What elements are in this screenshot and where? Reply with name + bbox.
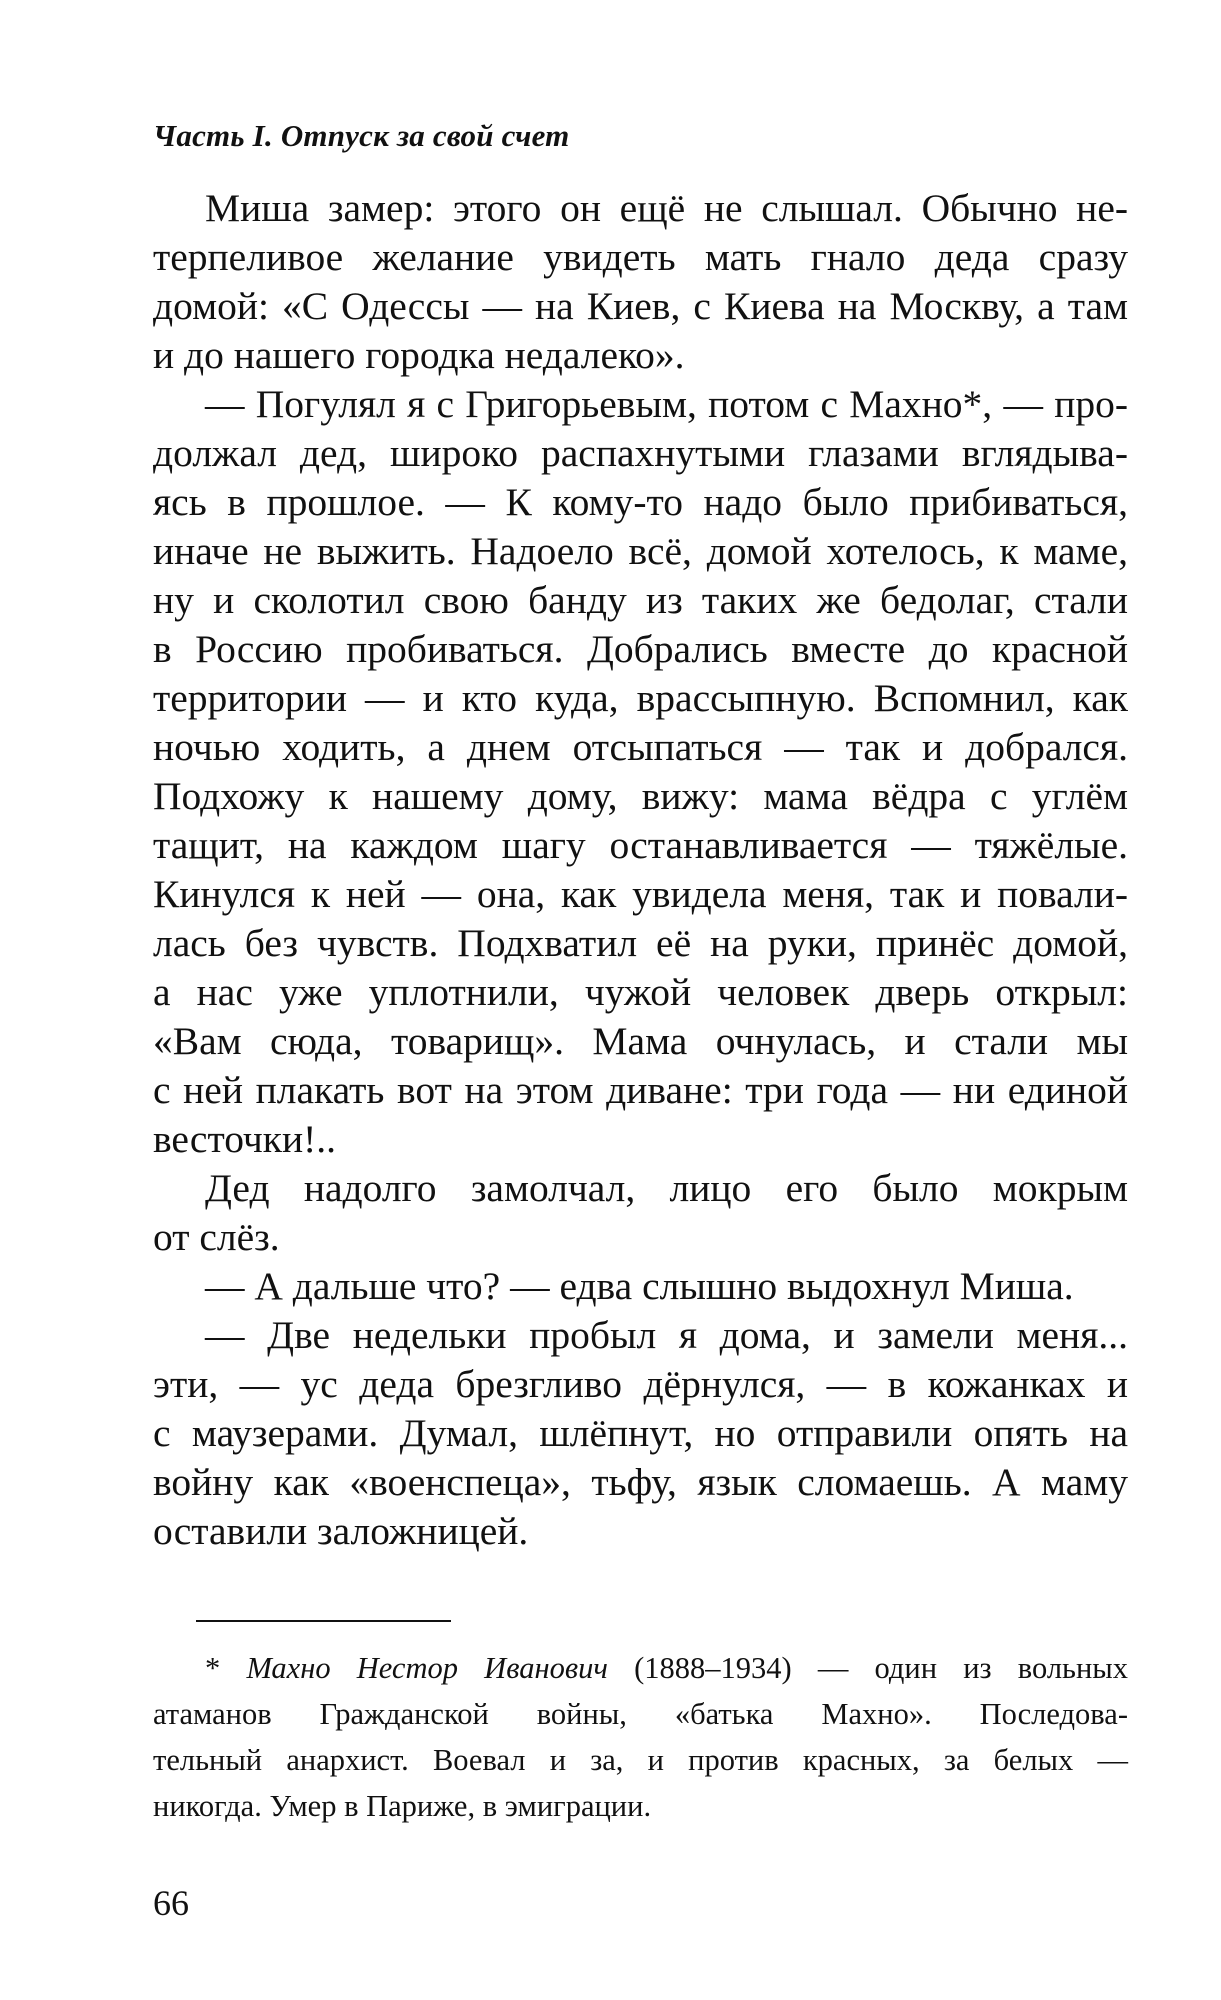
- page-number: 66: [153, 1883, 189, 1923]
- text-line: в Россию пробиваться. Добрались вместе до красной: [153, 627, 1128, 671]
- footnote-marker: *: [205, 1651, 221, 1685]
- text-line: Миша замер: этого он ещё не слышал. Обычно не-: [205, 186, 1128, 230]
- main-text: [153, 184, 1128, 1556]
- text-line: ясь в прошлое. — К кому-то надо было прибиваться,: [153, 480, 1128, 524]
- footnote: [153, 1645, 1128, 1829]
- footnote-divider: [196, 1620, 451, 1622]
- text-line: а нас уже уплотнили, чужой человек дверь открыл:: [153, 970, 1128, 1014]
- text-line: «Вам сюда, товарищ». Мама очнулась, и стали мы: [153, 1019, 1128, 1063]
- text-line: иначе не выжить. Надоело всё, домой хотелось, к маме,: [153, 529, 1128, 573]
- text-line: должал дед, широко распахнутыми глазами вглядыва-: [153, 431, 1128, 475]
- text-line: оставили заложницей.: [153, 1509, 529, 1553]
- text-line: лась без чувств. Подхватил её на руки, принёс домой,: [153, 921, 1128, 965]
- text-line: — Погулял я с Григорьевым, потом с Махно*, — про-: [205, 382, 1128, 426]
- text-line: эти, — ус деда брезгливо дёрнулся, — в кожанках и: [153, 1362, 1128, 1406]
- footnote-author: Махно Нестор Иванович: [246, 1651, 608, 1685]
- text-line: от слёз.: [153, 1215, 280, 1259]
- text-line: — Две недельки пробыл я дома, и замели меня...: [205, 1313, 1128, 1357]
- text-line: терпеливое желание увидеть мать гнало деда сразу: [153, 235, 1128, 279]
- footnote-line: тельный анархист. Воевал и за, и против красных, за белых —: [153, 1743, 1128, 1777]
- text-line: войну как «военспеца», тьфу, язык сломаешь. А маму: [153, 1460, 1128, 1504]
- running-header: Часть I. Отпуск за свой счет: [153, 118, 570, 153]
- footnote-line: атаманов Гражданской войны, «батька Махно». Последова-: [153, 1697, 1128, 1731]
- text-line: Дед надолго замолчал, лицо его было мокрым: [205, 1166, 1128, 1210]
- footnote-line: никогда. Умер в Париже, в эмиграции.: [153, 1789, 652, 1823]
- text-line: с ней плакать вот на этом диване: три года — ни единой: [153, 1068, 1128, 1112]
- text-line: территории — и кто куда, врассыпную. Вспомнил, как: [153, 676, 1128, 720]
- text-line: ну и сколотил свою банду из таких же бедолаг, стали: [153, 578, 1128, 622]
- text-line: домой: «С Одессы — на Киев, с Киева на Москву, а там: [153, 284, 1128, 328]
- text-line: и до нашего городка недалеко».: [153, 333, 685, 377]
- text-line: весточки!..: [153, 1117, 337, 1161]
- text-line: — А дальше что? — едва слышно выдохнул Миша.: [205, 1264, 1074, 1308]
- text-line: ночью ходить, а днем отсыпаться — так и добрался.: [153, 725, 1128, 769]
- footnote-line1-text: (1888–1934) — один из вольных: [634, 1651, 1129, 1685]
- text-line: тащит, на каждом шагу останавливается — тяжёлые.: [153, 823, 1128, 867]
- text-line: Подхожу к нашему дому, вижу: мама вёдра с углём: [153, 774, 1128, 818]
- text-line: с маузерами. Думал, шлёпнут, но отправили опять на: [153, 1411, 1128, 1455]
- footnote-line: [153, 1645, 1128, 1691]
- text-line: Кинулся к ней — она, как увидела меня, так и повали-: [153, 872, 1128, 916]
